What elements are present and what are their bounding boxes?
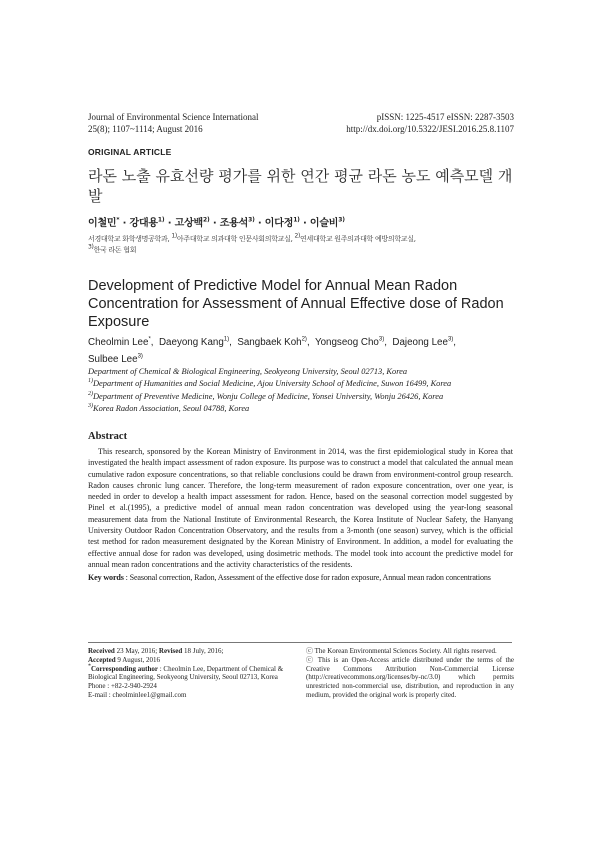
affiliation: 아주대학교 의과대학 인문사회의학교실, bbox=[176, 235, 295, 243]
journal-citation: 25(8); 1107~1114; August 2016 bbox=[88, 124, 203, 134]
author-name: Sulbee Lee bbox=[88, 354, 138, 365]
affiliation-line bbox=[88, 378, 528, 390]
affiliation: Department of Humanities and Social Medicine, Ajou University School of Medicine, Suwon 16499, Korea bbox=[93, 379, 452, 389]
author-name: 조용석 bbox=[219, 218, 249, 229]
affiliation-line bbox=[88, 366, 528, 378]
author-name: Yongseog Cho bbox=[314, 337, 379, 348]
author-separator: · bbox=[299, 218, 310, 229]
email-link[interactable]: E-mail : cheolminlee1@gmail.com bbox=[88, 690, 187, 699]
author-mark: 1) bbox=[157, 216, 165, 224]
affiliation-mark: 2) bbox=[294, 232, 301, 240]
affiliation: 한국 라돈 협회 bbox=[93, 246, 137, 254]
affiliation-mark: 1) bbox=[88, 378, 93, 385]
keywords-label: Key words bbox=[88, 573, 124, 582]
author-separator: · bbox=[254, 218, 265, 229]
corresponding-text: : Cheolmin Lee, Department of Chemical & Biological Engineering, Seokyeong University, Seoul 02713, Korea bbox=[88, 664, 284, 682]
korean-authors bbox=[88, 214, 345, 229]
abstract-heading: Abstract bbox=[88, 431, 128, 442]
affiliation: Department of Preventive Medicine, Wonju College of Medicine, Yonsei University, Wonju 26426, Korea bbox=[93, 391, 444, 401]
author-name: 이슬비 bbox=[309, 218, 339, 229]
korean-affiliations bbox=[88, 234, 528, 256]
author-name: 이다정 bbox=[264, 218, 294, 229]
received-date: 23 May, 2016; bbox=[114, 647, 159, 655]
author-name: Daeyong Kang bbox=[158, 337, 224, 348]
keywords bbox=[88, 572, 528, 583]
english-affiliations bbox=[88, 366, 528, 415]
author-mark: 3) bbox=[338, 216, 345, 224]
accepted-line bbox=[88, 656, 293, 665]
author-mark: * bbox=[148, 336, 151, 343]
corresponding-author bbox=[88, 665, 293, 683]
article-type: ORIGINAL ARTICLE bbox=[88, 147, 172, 157]
english-title: Development of Predictive Model for Annual Mean Radon Concentration for Assessment of Annual Effective dose of Radon Exposure bbox=[88, 278, 504, 330]
copyright-notice: ⓒ The Korean Environmental Sciences Society. All rights reserved. bbox=[306, 647, 497, 655]
footnote-divider bbox=[88, 642, 512, 643]
revised-label: Revised bbox=[158, 647, 183, 655]
affiliation-mark: 3) bbox=[88, 403, 93, 410]
keywords-text: : Seasonal correction, Radon, Assessment of the effective dose for radon exposure, Annual mean radon concentrations bbox=[123, 573, 491, 582]
journal-name: Journal of Environmental Science International bbox=[88, 112, 259, 122]
affiliation-line bbox=[88, 391, 528, 403]
affiliation: Department of Chemical & Biological Engineering, Seokyeong University, Seoul 02713, Korea bbox=[88, 367, 408, 376]
received-label: Received bbox=[88, 647, 115, 655]
revised-date: 18 July, 2016; bbox=[182, 647, 224, 655]
accepted-date: 9 August, 2016 bbox=[115, 655, 160, 664]
license-text: ⓒ This is an Open-Access article distributed under the terms of the Creative Commons Attribution Non-Commercial License (http://creativecommons.org/licenses/by-nc/3.0) which permits unrestricted non-commercial use, distribution, and reproduction in any medium, provided the original work is properly cited. bbox=[306, 655, 514, 699]
author-mark: 3) bbox=[378, 336, 385, 343]
corresponding-label: Corresponding author bbox=[91, 664, 158, 673]
author-mark: 1) bbox=[223, 336, 230, 343]
affiliation: Korea Radon Association, Seoul 04788, Korea bbox=[93, 403, 250, 413]
phone: Phone : +82-2-940-2924 bbox=[88, 682, 157, 691]
accepted-label: Accepted bbox=[88, 655, 116, 664]
author-name: 이철민 bbox=[88, 218, 117, 229]
affiliation-line bbox=[88, 403, 528, 415]
affiliation-mark: 1) bbox=[171, 232, 177, 240]
journal-info bbox=[88, 111, 258, 135]
abstract-body: This research, sponsored by the Korean Ministry of Environment in 2014, was the first epidemiological study in Korea that investigated the health impact assessment of radon exposure. Its purpose was to construct a model that calculated the annual mean cumulative radon exposure concentrations, so that reliable conclusions could be drawn from environment-control group research. Radon causes chronic lung cancer. Therefore, the long-term measurement of radon exposure concentration, over one year, is needed in order to develop a health impact assessment for radon. Hence, based on the seasonal correction model suggested by Pinel et al.(1995), a predictive model of annual mean radon concentration was developed using the year-long seasonal measurement data from the National Institute of Environmental Research, the Korea Institute of Nuclear Safety, the Hanyang University Outdoor Radon Concentration Observatory, and the results from a 3-month (one season) survey, which is the official test method for radon measurement designated by the Korean Ministry of Environment. In addition, a model for evaluating the effective annual dose for radon was developed, using dosimetric methods. The model took into account the predictive model for annual mean radon concentrations and the activity characteristics of the residents. bbox=[88, 447, 513, 569]
affiliation: 연세대학교 원주의과대학 예방의학교실, bbox=[300, 235, 416, 243]
author-mark: 2) bbox=[301, 336, 307, 343]
received-line bbox=[88, 647, 293, 656]
author-mark: 3) bbox=[248, 216, 255, 224]
korean-title: 라돈 노출 유효선량 평가를 위한 연간 평균 라돈 농도 예측모델 개발 bbox=[88, 167, 513, 205]
affiliation-mark: 2) bbox=[88, 390, 93, 397]
author-name: Sangbaek Koh bbox=[237, 337, 302, 348]
license-footnote bbox=[306, 647, 514, 700]
author-mark: 2) bbox=[203, 216, 210, 224]
author-separator: · bbox=[209, 218, 220, 229]
article-history-footnote bbox=[88, 647, 293, 700]
author-mark: 3) bbox=[137, 353, 143, 360]
author-name: 고상백 bbox=[174, 218, 203, 229]
author-separator: · bbox=[119, 218, 130, 229]
author-name: 강대용 bbox=[129, 218, 158, 229]
author-separator: · bbox=[164, 218, 175, 229]
author-mark: 3) bbox=[447, 336, 454, 343]
affiliation-mark: 3) bbox=[88, 243, 94, 251]
english-authors: Cheolmin Lee*, Daeyong Kang$^{1)}$, Sangbaek Koh$^{2)}$, Yongseog Cho$^{3)}$, Dajeong Lee$^{3)}$, Sulbee Lee$^{3)}$ bbox=[88, 336, 457, 365]
author-name: Cheolmin Lee bbox=[88, 337, 149, 348]
author-mark: * bbox=[116, 216, 120, 224]
journal-identifiers bbox=[320, 111, 514, 135]
author-mark: 1) bbox=[293, 216, 300, 224]
affiliation: 서경대학교 화학생명공학과, bbox=[88, 235, 172, 243]
corresponding-mark: * bbox=[88, 663, 91, 670]
author-name: Dajeong Lee bbox=[392, 337, 448, 348]
issn: pISSN: 1225-4517 eISSN: 2287-3503 bbox=[376, 112, 514, 122]
doi-link[interactable]: http://dx.doi.org/10.5322/JESI.2016.25.8.1107 bbox=[346, 124, 514, 134]
